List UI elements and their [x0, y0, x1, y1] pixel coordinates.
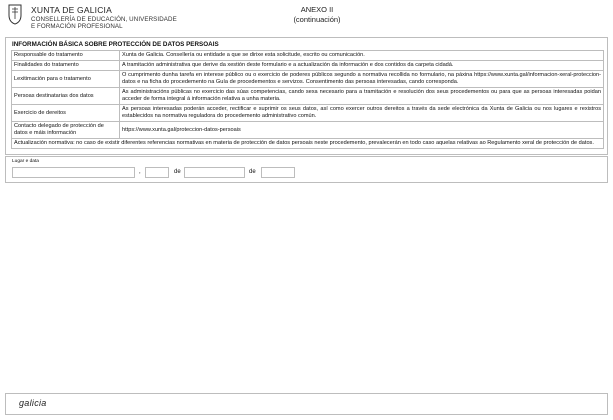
row-label: Persoas destinatarias dos datos	[12, 88, 120, 105]
row-label: Responsable do tratamento	[12, 51, 120, 61]
data-protection-title: INFORMACIÓN BÁSICA SOBRE PROTECCIÓN DE DATOS PERSOAIS	[12, 41, 219, 48]
de-separator-2: de	[249, 169, 256, 175]
table-row	[12, 139, 604, 149]
table-row	[12, 105, 604, 122]
update-note: Actualización normativa: no caso de existir diferentes referencias normativas en materia de protección de datos persoais neste procedemento, prevalecerán en todo caso aquelas relativas ao Regulamento xeral de protección de datos.	[12, 139, 604, 149]
comma-separator: ,	[139, 169, 141, 175]
table-row	[12, 122, 604, 139]
table-row	[12, 51, 604, 61]
data-protection-panel	[5, 37, 608, 155]
place-input[interactable]	[12, 167, 135, 178]
org-department-line-2: E FORMACIÓN PROFESIONAL	[31, 23, 123, 30]
row-value-link[interactable]: https://www.xunta.gal/proteccion-datos-persoais	[120, 122, 604, 139]
de-separator-1: de	[174, 169, 181, 175]
org-name: XUNTA DE GALICIA	[31, 5, 112, 15]
row-label: Finalidades do tratamento	[12, 61, 120, 71]
document-footer	[5, 393, 608, 415]
row-value: As administracións públicas no exercicio das súas competencias, cando sexa necesario para a tramitación e resolución dos seus procedementos ou para que as persoas interesadas poidan acceder de forma integral á información relativa a unha materia.	[120, 88, 604, 105]
row-value: Xunta de Galicia. Consellería ou entidade a que se dirixe esta solicitude, escrito ou comunicación.	[120, 51, 604, 61]
row-value: A tramitación administrativa que derive da xestión deste formulario e a actualización da información e dos contidos da carpeta cidadá.	[120, 61, 604, 71]
galicia-logo: galicia	[19, 398, 47, 408]
org-department-line-1: CONSELLERÍA DE EDUCACIÓN, UNIVERSIDADE	[31, 16, 177, 23]
xunta-shield-icon	[7, 3, 23, 25]
document-header	[5, 3, 608, 31]
row-label: Contacto delegado de protección de datos e máis información	[12, 122, 120, 139]
annex-title: ANEXO II	[300, 5, 334, 14]
day-input[interactable]	[145, 167, 169, 178]
table-row	[12, 61, 604, 71]
month-input[interactable]	[184, 167, 245, 178]
annex-subtitle: (continuación)	[293, 15, 341, 24]
table-row	[12, 71, 604, 88]
row-value: As persoas interesadas poderán acceder, rectificar e suprimir os seus datos, así como exercer outros dereitos a través da sede electrónica da Xunta de Galicia ou nos lugares e rexistros establecidos na normativa reguladora do procedemento administrativo común.	[120, 105, 604, 122]
data-protection-table	[11, 50, 604, 149]
table-row	[12, 88, 604, 105]
place-date-label: Lugar e data	[12, 159, 39, 164]
row-value: O cumprimento dunha tarefa en interese público ou o exercicio de poderes públicos segundo a normativa recollida no formulario, na páxina https://www.xunta.gal/informacion-xeral-proteccion-datos e na ficha do procedemento na Guía de procedementos e servizos. Consentimento das persoas interesadas, cando corresponda.	[120, 71, 604, 88]
row-label: Exercicio de dereitos	[12, 105, 120, 122]
place-date-section	[5, 156, 608, 183]
row-label: Lexitimación para o tratamento	[12, 71, 120, 88]
year-input[interactable]	[261, 167, 295, 178]
